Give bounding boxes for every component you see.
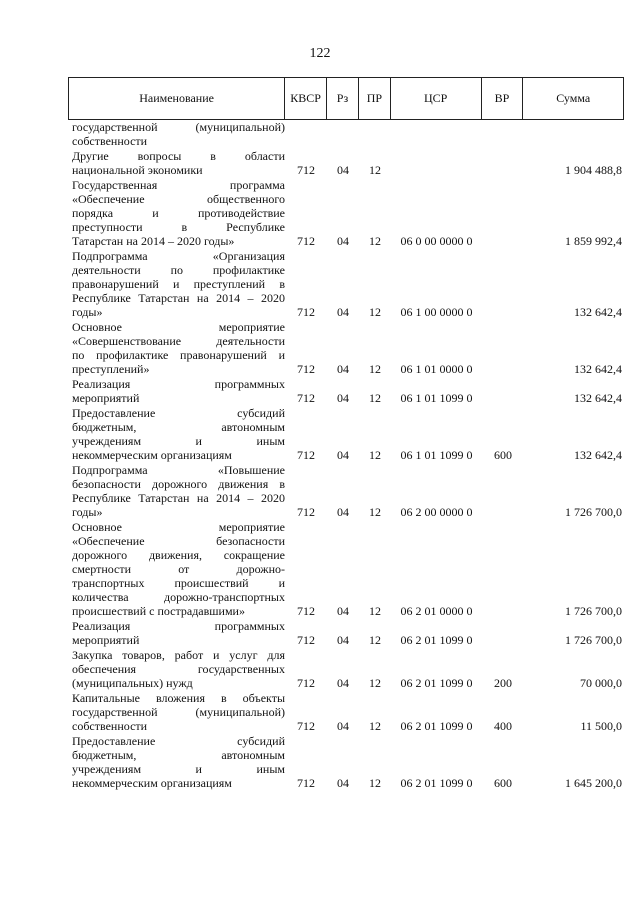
row-name [68,520,285,619]
row-pr: 12 [369,163,381,177]
header-pr: ПР [359,78,391,119]
row-name-line: транспортных происшествий и [72,576,285,590]
header-sum: Сумма [556,91,591,105]
row-name-line: «Обеспечение общественного [72,192,285,206]
row-pr: 12 [369,448,381,462]
table-row [68,149,624,178]
table-row [68,520,624,619]
row-kvsr: 712 [297,505,315,519]
row-rz: 04 [337,604,349,618]
row-name-line: (муниципальных) нужд [72,676,193,690]
row-name-line: Предоставление субсидий [72,406,285,420]
row-name-line: Подпрограмма «Организация [72,249,285,263]
row-csr: 06 2 01 1099 0 [400,633,473,647]
table-row [68,619,624,648]
row-name-line: некоммерческим организациям [72,776,232,790]
row-name-line: количества дорожно-транспортных [72,590,285,604]
row-name-line: преступности в Республике [72,220,285,234]
table-row [68,178,624,249]
row-kvsr: 712 [297,163,315,177]
row-vr [482,148,524,149]
row-sum: 1 645 200,0 [565,776,622,790]
row-name [68,149,285,178]
row-rz: 04 [337,448,349,462]
table-row [68,120,624,149]
row-kvsr [285,148,327,149]
row-pr: 12 [369,633,381,647]
row-vr [482,647,524,648]
row-csr: 06 1 01 0000 0 [400,362,473,376]
row-name-line: годы» [72,505,103,519]
row-name [68,648,285,691]
row-name [68,406,285,463]
row-name-line: Закупка товаров, работ и услуг для [72,648,285,662]
row-name [68,377,285,406]
row-name-line: некоммерческим организациям [72,448,232,462]
row-sum: 70 000,0 [580,676,622,690]
row-name-line: Татарстан на 2014 – 2020 годы» [72,234,235,248]
row-name [68,734,285,791]
row-rz: 04 [337,234,349,248]
row-name [68,178,285,249]
row-name-line: происшествий с пострадавшими» [72,604,245,618]
row-pr: 12 [369,776,381,790]
table-row [68,734,624,791]
row-name-line: Реализация программных [72,377,285,391]
row-name [68,463,285,520]
row-pr: 12 [369,305,381,319]
row-name-line: обеспечения государственных [72,662,285,676]
row-csr: 06 2 01 1099 0 [400,776,473,790]
row-pr: 12 [369,234,381,248]
row-csr [391,177,482,178]
row-sum: 1 726 700,0 [565,604,622,618]
row-name [68,320,285,377]
row-sum [524,148,624,149]
row-csr: 06 2 01 0000 0 [400,604,473,618]
row-vr [482,405,524,406]
row-name-line: по профилактике правонарушений и [72,348,285,362]
row-name-line: учреждениям и иным [72,434,285,448]
row-csr: 06 2 01 1099 0 [400,676,473,690]
table-row [68,406,624,463]
row-kvsr: 712 [297,676,315,690]
table-row [68,648,624,691]
row-sum: 1 726 700,0 [565,633,622,647]
row-csr: 06 1 01 1099 0 [400,448,473,462]
row-pr: 12 [369,719,381,733]
table-header [68,77,624,120]
table-body [68,120,624,791]
row-name-line: бюджетным, автономным [72,420,285,434]
row-rz: 04 [337,676,349,690]
row-vr [482,177,524,178]
row-name-line: преступлений» [72,362,150,376]
table-row [68,320,624,377]
row-sum: 1 726 700,0 [565,505,622,519]
row-rz: 04 [337,633,349,647]
row-name-line: смертности от дорожно- [72,562,285,576]
page-number: 122 [309,46,331,61]
row-name-line: Основное мероприятие [72,320,285,334]
row-kvsr: 712 [297,448,315,462]
header-kvsr: КВСР [285,78,327,119]
row-csr: 06 0 00 0000 0 [400,234,473,248]
row-name-line: государственной (муниципальной) [72,705,285,719]
row-name-line: бюджетным, автономным [72,748,285,762]
row-name-line: мероприятий [72,391,140,405]
row-name-line: Основное мероприятие [72,520,285,534]
row-sum: 132 642,4 [574,305,622,319]
row-name-line: правонарушений и преступлений в [72,277,285,291]
row-kvsr: 712 [297,362,315,376]
row-vr: 600 [494,448,512,462]
budget-table [68,77,624,791]
row-vr: 600 [494,776,512,790]
row-name-line: Государственная программа [72,178,285,192]
row-sum: 132 642,4 [574,391,622,405]
row-name-line: собственности [72,719,148,733]
row-name [68,619,285,648]
row-kvsr: 712 [297,305,315,319]
row-name-line: Республике Татарстан на 2014 – 2020 [72,491,285,505]
row-name [68,249,285,320]
row-vr [482,319,524,320]
row-csr: 06 1 00 0000 0 [400,305,473,319]
row-name-line: собственности [72,134,148,148]
row-name [68,120,285,149]
table-row [68,463,624,520]
header-name: Наименование [69,78,285,119]
row-name-line: порядка и противодействие [72,206,285,220]
row-vr [482,376,524,377]
row-sum: 1 859 992,4 [565,234,622,248]
row-name-line: Республике Татарстан на 2014 – 2020 [72,291,285,305]
row-name-line: «Совершенствование деятельности [72,334,285,348]
row-name-line: «Обеспечение безопасности [72,534,285,548]
row-rz [327,148,359,149]
row-kvsr: 712 [297,391,315,405]
row-rz: 04 [337,505,349,519]
row-kvsr: 712 [297,234,315,248]
row-rz: 04 [337,163,349,177]
row-name-line: Реализация программных [72,619,285,633]
row-csr: 06 2 00 0000 0 [400,505,473,519]
row-name-line: учреждениям и иным [72,762,285,776]
row-name-line: годы» [72,305,103,319]
row-name-line: Другие вопросы в области [72,149,285,163]
row-rz: 04 [337,391,349,405]
header-vr: ВР [482,78,524,119]
row-vr [482,618,524,619]
row-name [68,691,285,734]
row-sum: 132 642,4 [574,448,622,462]
row-pr: 12 [369,391,381,405]
row-name-line: безопасности дорожного движения в [72,477,285,491]
row-sum: 1 904 488,8 [565,163,622,177]
row-pr: 12 [369,362,381,376]
table-row [68,691,624,734]
row-rz: 04 [337,719,349,733]
row-name-line: Капитальные вложения в объекты [72,691,285,705]
row-vr: 400 [494,719,512,733]
row-kvsr: 712 [297,719,315,733]
row-pr: 12 [369,676,381,690]
row-csr [391,148,482,149]
row-csr: 06 1 01 1099 0 [400,391,473,405]
row-vr [482,519,524,520]
row-rz: 04 [337,305,349,319]
row-name-line: государственной (муниципальной) [72,120,285,134]
table-row [68,249,624,320]
row-kvsr: 712 [297,633,315,647]
row-name-line: Подпрограмма «Повышение [72,463,285,477]
row-csr: 06 2 01 1099 0 [400,719,473,733]
row-name-line: мероприятий [72,633,140,647]
row-sum: 11 500,0 [580,719,622,733]
row-pr: 12 [369,604,381,618]
table-row [68,377,624,406]
row-pr: 12 [369,505,381,519]
row-vr: 200 [494,676,512,690]
row-name-line: деятельности по профилактике [72,263,285,277]
row-rz: 04 [337,362,349,376]
row-sum: 132 642,4 [574,362,622,376]
row-name-line: национальной экономики [72,163,203,177]
row-rz: 04 [337,776,349,790]
header-rz: Рз [327,78,359,119]
row-kvsr: 712 [297,776,315,790]
row-name-line: Предоставление субсидий [72,734,285,748]
row-vr [482,248,524,249]
header-csr: ЦСР [391,78,482,119]
row-name-line: дорожного движения, сокращение [72,548,285,562]
row-kvsr: 712 [297,604,315,618]
row-pr [359,148,391,149]
